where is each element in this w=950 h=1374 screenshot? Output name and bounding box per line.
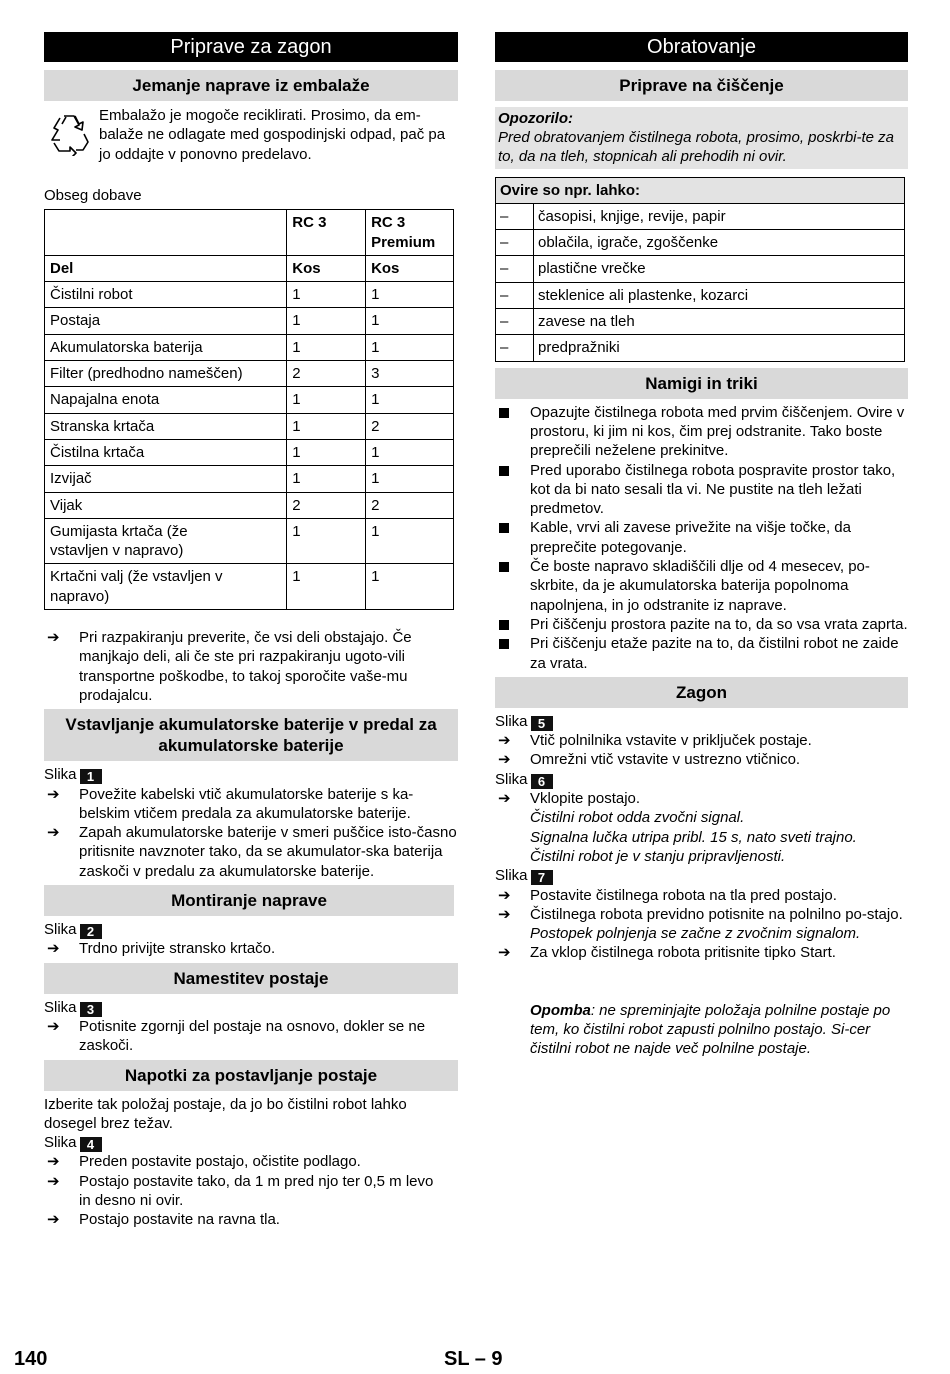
table-cell: 1 [366,518,454,564]
arrow-icon: ➔ [47,1153,60,1171]
table-cell: časopisi, knjige, revije, papir [534,203,905,229]
figure-number: 3 [80,1002,102,1017]
table-cell: 2 [287,492,366,518]
table-row [45,466,454,492]
placement-intro: Izberite tak položaj postaje, da jo bo čistilni robot lahko dosegel brez težav. [44,1095,407,1132]
table-cell: Stranska krtača [45,413,287,439]
table-header: RC 3 [287,210,366,256]
list-item: Če boste napravo skladiščili dlje od 4 mesecev, po-skrbite, da je akumulatorska baterija popolnoma napolnjena, in jo odstranite iz naprave. [495,557,908,615]
table-cell: 1 [287,413,366,439]
tips-list [495,403,908,673]
arrow-icon: ➔ [498,944,511,962]
list-item: ➔ Vtič polnilnika vstavite v priključek postaje. [498,732,812,750]
figure-label: Slika 7 [495,866,908,885]
table-cell: 1 [366,387,454,413]
table-cell: Napajalna enota [45,387,287,413]
list-item: ➔ Preden postavite postajo, očistite podlago. [47,1153,361,1171]
list-item: ➔ Za vklop čistilnega robota pritisnite tipko Start. [498,944,836,962]
list-item: ➔ Čistilnega robota previdno potisnite na polnilno po-stajo. [498,905,903,923]
list-item: ➔ Postajo postavite na ravna tla. [47,1211,280,1229]
table-cell: 1 [287,518,366,564]
arrow-icon: ➔ [498,751,511,769]
heading-station: Namestitev postaje [44,963,458,994]
arrow-icon: ➔ [47,824,60,842]
figure-number: 7 [531,870,553,885]
table-cell: zavese na tleh [534,309,905,335]
list-item: Opazujte čistilnega robota med prvim čiščenjem. Ovire v prostoru, ki jim ni kos, čim prej odstranite. Tako boste preprečili neželene prekinitve. [495,403,908,461]
table-row [496,230,905,256]
arrow-icon: ➔ [498,790,511,808]
figure-label: Slika 3 [44,998,458,1017]
bullet-icon [499,466,509,476]
table-cell: Postaja [45,308,287,334]
figure-number: 4 [80,1137,102,1152]
table-row [45,334,454,360]
table-cell: 2 [287,361,366,387]
delivery-note: Pri razpakiranju preverite, če vsi deli obstajajo. Če manjkajo deli, ali če ste pri razpakiranju ugoto-vili transportne poškodbe, to takoj sporočite vaše-mu prodajalcu. [79,629,412,704]
list-item: Pred uporabo čistilnega robota pospravite prostor tako, kot da bi nato sesali tla vi. Ne pustite na tleh ležati predmetov. [495,461,908,519]
table-row [496,335,905,361]
table-cell: – [496,256,534,282]
heading-start: Zagon [495,677,908,708]
table-cell: 1 [366,439,454,465]
table-cell: 1 [287,564,366,610]
table-cell: 1 [287,439,366,465]
list-item: ➔ Zapah akumulatorske baterije v smeri puščice isto-časno pritisnite navznoter tako, da se akumulator-ska baterija zaskoči v predalu za akumulatorske baterije. [47,824,457,880]
delivery-table [44,209,454,610]
table-cell: – [496,203,534,229]
table-cell: – [496,282,534,308]
heading-mount: Montiranje naprave [44,885,454,916]
table-row [45,439,454,465]
warning-text: Pred obratovanjem čistilnega robota, prosimo, poskrbi-te za to, da na tleh, stopnicah ali prehodih ni ovir. [498,129,895,166]
table-row [45,282,454,308]
delivery-label: Obseg dobave [44,187,142,204]
list-item: Pri čiščenju prostora pazite na to, da so vsa vrata zaprta. [495,615,908,634]
result-text: Čistilni robot je v stanju pripravljenosti. [530,847,786,865]
arrow-icon: ➔ [47,1172,60,1190]
figure-number: 5 [531,716,553,731]
warning-box [495,107,908,169]
figure-number: 1 [80,769,102,784]
table-cell: – [496,230,534,256]
note-block [495,1001,908,1059]
table-cell: 1 [366,564,454,610]
figure-number: 2 [80,924,102,939]
figure-label: Slika 4 [44,1133,458,1152]
table-cell: Čistilna krtača [45,439,287,465]
bullet-icon [499,562,509,572]
arrow-icon: ➔ [47,1017,60,1035]
table-cell: oblačila, igrače, zgoščenke [534,230,905,256]
table-cell: Filter (predhodno nameščen) [45,361,287,387]
table-cell: 1 [366,334,454,360]
result-text: Čistilni robot odda zvočni signal. [530,809,745,827]
table-cell: 2 [366,413,454,439]
list-item [44,628,458,705]
page-number: 140 [14,1348,48,1370]
arrow-icon: ➔ [47,785,60,803]
table-cell: – [496,309,534,335]
heading-battery: Vstavljanje akumulatorske baterije v predal za akumulatorske baterije [44,709,458,761]
arrow-icon: ➔ [47,629,60,647]
table-row [45,518,454,564]
bullet-icon [499,639,509,649]
warning-title: Opozorilo: [498,110,573,127]
table-row [45,387,454,413]
recycle-icon [46,110,92,156]
note-label: Opomba [530,1001,591,1019]
table-cell: Akumulatorska baterija [45,334,287,360]
list-item: Pri čiščenju etaže pazite na to, da čistilni robot ne zaide za vrata. [495,634,908,673]
table-cell: Gumijasta krtača (že vstavljen v napravo) [45,518,287,564]
table-row [496,309,905,335]
table-cell: 2 [366,492,454,518]
list-item: ➔ Trdno privijte stransko krtačo. [47,940,276,958]
table-cell: Čistilni robot [45,282,287,308]
table-row [45,308,454,334]
figure-number: 6 [531,774,553,789]
arrow-icon: ➔ [47,940,60,958]
table-row [45,255,454,281]
figure-label: Slika 5 [495,712,908,731]
section-title-operation: Obratovanje [495,32,908,62]
table-cell: Kos [287,255,366,281]
table-cell: Kos [366,255,454,281]
figure-label: Slika 2 [44,920,458,939]
bullet-icon [499,620,509,630]
table-row [496,203,905,229]
list-item: Kable, vrvi ali zavese privežite na višje točke, da preprečite potegovanje. [495,518,908,557]
table-header: RC 3 Premium [366,210,454,256]
table-row [45,564,454,610]
table-row [496,256,905,282]
bullet-icon [499,523,509,533]
table-row [45,413,454,439]
list-item: ➔ Omrežni vtič vstavite v ustrezno vtičnico. [498,751,801,769]
table-cell: 1 [287,466,366,492]
figure-label: Slika 1 [44,765,458,784]
heading-unpack: Jemanje naprave iz embalaže [44,70,458,101]
bullet-icon [499,408,509,418]
heading-placement: Napotki za postavljanje postaje [44,1060,458,1091]
table-header: Ovire so npr. lahko: [496,177,905,203]
table-cell: plastične vrečke [534,256,905,282]
arrow-icon: ➔ [498,905,511,923]
table-cell: – [496,335,534,361]
unpack-block [44,106,458,184]
result-text: Signalna lučka utripa pribl. 15 s, nato sveti trajno. [530,828,857,846]
table-cell: 1 [287,334,366,360]
list-item: ➔ Postajo postavite tako, da 1 m pred njo ter 0,5 m levo in desno ni ovir. [47,1172,434,1209]
arrow-icon: ➔ [498,886,511,904]
heading-prep: Priprave na čiščenje [495,70,908,101]
table-cell: 1 [287,282,366,308]
section-title-preparation: Priprave za zagon [44,32,458,62]
list-item: ➔ Potisnite zgornji del postaje na osnovo, dokler se ne zaskoči. [47,1017,426,1055]
list-item: ➔ Vklopite postajo. [498,790,641,808]
table-row [496,177,905,203]
list-item: ➔ Povežite kabelski vtič akumulatorske baterije s ka-belskim vtičem predala za akumulatorske baterije. [47,785,414,822]
result-text: Postopek polnjenja se začne z zvočnim signalom. [530,925,861,943]
table-cell: Del [45,255,287,281]
obstacles-table [495,177,905,362]
table-row [496,282,905,308]
table-cell: 1 [366,308,454,334]
right-column [495,32,908,1059]
table-cell: 1 [287,387,366,413]
language-page: SL – 9 [444,1348,503,1370]
table-cell: 1 [287,308,366,334]
table-cell: Izvijač [45,466,287,492]
table-row [45,210,454,256]
figure-label: Slika 6 [495,770,908,789]
table-cell: 1 [366,282,454,308]
left-column [44,32,458,1230]
unpack-text: Embalažo je mogoče reciklirati. Prosimo, da em-balaže ne odlagate med gospodinjski odpad, pač pa jo oddajte v ponovno predelavo. [99,107,446,163]
arrow-icon: ➔ [47,1211,60,1229]
list-item: ➔ Postavite čistilnega robota na tla pred postajo. [498,886,837,904]
table-cell: steklenice ali plastenke, kozarci [534,282,905,308]
table-cell: 1 [366,466,454,492]
note-text: : ne spreminjajte položaja polnilne postaje po tem, ko čistilni robot zapusti polnilno postajo. Si-cer čistilni robot ne najde več polnilne postaje. [530,1001,891,1058]
table-row [45,492,454,518]
table-cell: 3 [366,361,454,387]
table-cell: Vijak [45,492,287,518]
table-cell: predpražniki [534,335,905,361]
heading-tips: Namigi in triki [495,368,908,399]
table-row [45,361,454,387]
table-cell: Krtačni valj (že vstavljen v napravo) [45,564,287,610]
arrow-icon: ➔ [498,732,511,750]
